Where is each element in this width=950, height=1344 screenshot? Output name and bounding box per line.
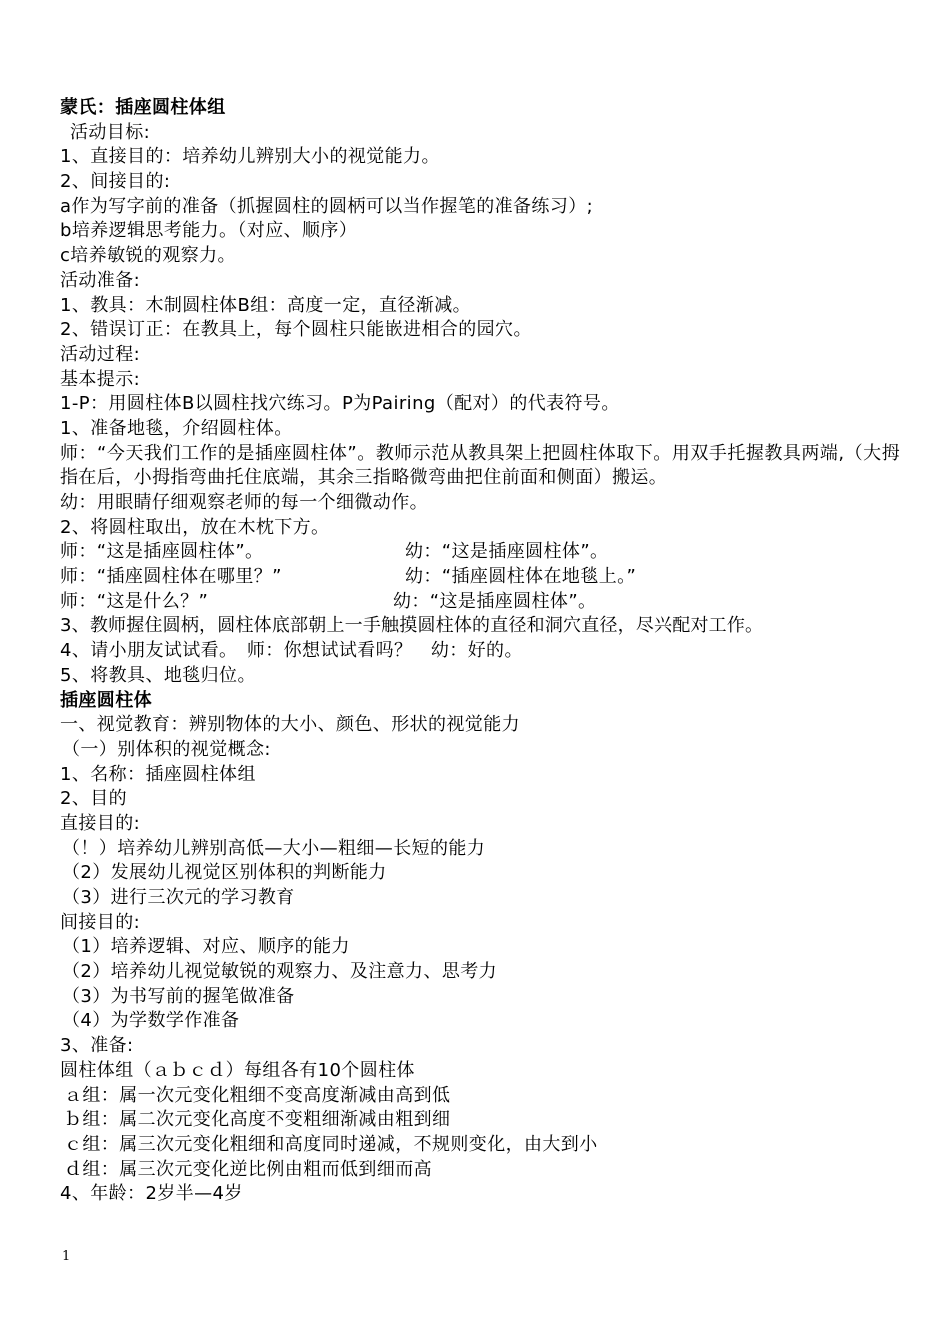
prep-heading: 活动准备: (60, 269, 141, 291)
s2-indirect-4: （4）为学数学作准备 (62, 1010, 240, 1032)
hint-heading: 基本提示: (60, 368, 141, 390)
s2-group-c: ｃ组：属三次元变化粗细和高度同时递减，不规则变化，由大到小 (64, 1133, 598, 1155)
goals-heading: 活动目标: (70, 121, 151, 143)
goal-direct: 1、直接目的：培养幼儿辨别大小的视觉能力。 (60, 146, 440, 168)
dialog-row-3 (60, 590, 900, 615)
s2-prep-heading: 3、准备: (60, 1035, 134, 1057)
dialog-row-2 (60, 565, 900, 590)
dialog-3-teacher: 师：“这是什么？” (60, 590, 209, 612)
s2-groups: 圆柱体组（ａｂｃｄ）每组各有10个圆柱体 (60, 1059, 415, 1081)
doc-title: 蒙氏：插座圆柱体组 (60, 97, 226, 118)
dialog-1-teacher: 师：“这是插座圆柱体”。 (60, 541, 264, 563)
goal-b: b培养逻辑思考能力。（对应、顺序） (60, 220, 358, 242)
s2-direct-1: （！）培养幼儿辨别高低—大小—粗细—长短的能力 (62, 837, 486, 859)
step-3: 3、教师握住圆柄，圆柱体底部朝上一手触摸圆柱体的直径和洞穴直径，尽兴配对工作。 (60, 615, 764, 637)
s2-volume-concept: （一）别体积的视觉概念: (62, 738, 271, 760)
prep-item-2: 2、错误订正：在教具上，每个圆柱只能嵌进相合的园穴。 (60, 319, 532, 341)
step-5: 5、将教具、地毯归位。 (60, 664, 256, 686)
dialog-3-child: 幼：“这是插座圆柱体”。 (393, 590, 597, 612)
s2-name: 1、名称：插座圆柱体组 (60, 763, 256, 785)
s2-direct-2: （2）发展幼儿视觉区别体积的判断能力 (62, 862, 387, 884)
document-body (60, 96, 900, 1207)
s2-visual-education: 一、视觉教育：辨别物体的大小、颜色、形状的视觉能力 (60, 714, 520, 736)
goal-c: c培养敏锐的观察力。 (60, 245, 236, 267)
child-observe: 幼：用眼睛仔细观察老师的每一个细微动作。 (60, 492, 428, 514)
dialog-2-child: 幼：“插座圆柱体在地毯上。” (405, 566, 637, 588)
s2-direct-heading: 直接目的: (60, 812, 141, 834)
s2-indirect-1: （1）培养逻辑、对应、顺序的能力 (62, 936, 350, 958)
prep-item-1: 1、教具：木制圆柱体B组：高度一定，直径渐减。 (60, 294, 471, 316)
dialog-1-child: 幼：“这是插座圆柱体”。 (405, 541, 609, 563)
s2-age: 4、年龄：2岁半—4岁 (60, 1183, 243, 1205)
s2-group-b: ｂ组：属二次元变化高度不变粗细渐减由粗到细 (64, 1109, 451, 1131)
s2-indirect-3: （3）为书写前的握笔做准备 (62, 985, 295, 1007)
goal-a: a作为写字前的准备（抓握圆柱的圆柄可以当作握笔的准备练习）; (60, 195, 594, 217)
dialog-2-teacher: 师：“插座圆柱体在哪里？” (60, 566, 282, 588)
goal-indirect: 2、间接目的: (60, 171, 171, 193)
s2-indirect-2: （2）培养幼儿视觉敏锐的观察力、及注意力、思考力 (62, 961, 498, 983)
s2-direct-3: （3）进行三次元的学习教育 (62, 887, 295, 909)
teacher-demo-paragraph: 师：“今天我们工作的是插座圆柱体”。教师示范从教具架上把圆柱体取下。用双手托握教具两端,（大拇指在后，小拇指弯曲托住底端，其余三指略微弯曲把住前面和侧面）搬运。 (60, 442, 900, 489)
dialog-row-1 (60, 540, 900, 565)
process-heading: 活动过程: (60, 343, 141, 365)
s2-group-d: ｄ组：属三次元变化逆比例由粗而低到细而高 (64, 1158, 432, 1180)
s2-group-a: ａ组：属一次元变化粗细不变高度渐减由高到低 (64, 1084, 451, 1106)
section2-title: 插座圆柱体 (60, 689, 152, 711)
hint-1p: 1-P：用圆柱体B以圆柱找穴练习。P为Pairing（配对）的代表符号。 (60, 393, 620, 415)
step-2: 2、将圆柱取出，放在木枕下方。 (60, 516, 330, 538)
s2-indirect-heading: 间接目的: (60, 911, 141, 933)
s2-purpose: 2、目的 (60, 788, 128, 810)
step-1: 1、准备地毯，介绍圆柱体。 (60, 417, 293, 439)
step-4: 4、请小朋友试试看。 师：你想试试看吗？ 幼：好的。 (60, 640, 523, 662)
page-number: 1 (62, 1249, 71, 1264)
